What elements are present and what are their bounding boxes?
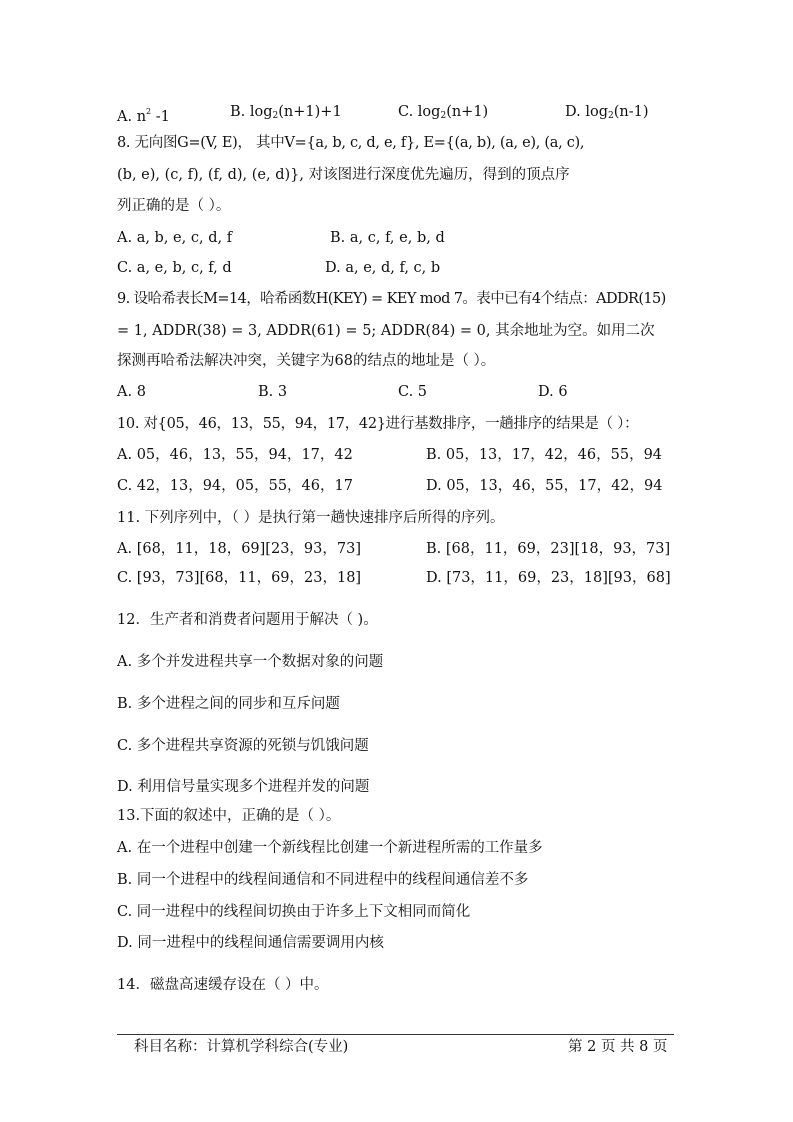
q12-line-1: 12．生产者和消费者问题用于解决（ )。	[117, 612, 378, 628]
q11-option-d: D. [73，11，69，23，18][93，68]	[426, 570, 671, 586]
q13-option-b: B. 同一个进程中的线程间通信和不同进程中的线程间通信差不多	[117, 872, 529, 888]
q13-option-d: D. 同一进程中的线程间通信需要调用内核	[117, 935, 384, 951]
q11-option-b: B. [68，11，69，23][18，93，73]	[426, 541, 671, 557]
q12-option-d: D. 利用信号量实现多个进程并发的问题	[117, 779, 370, 795]
q13-option-a: A. 在一个进程中创建一个新线程比创建一个新进程所需的工作量多	[117, 840, 543, 856]
q10-line-1: 10. 对{05，46，13，55，94，17，42}进行基数排序，一趟排序的结果是（ ）：	[117, 416, 639, 432]
q9-line-3: 探测再哈希法解决冲突，关键字为68的结点的地址是（ ）。	[117, 353, 496, 369]
q14-line-1: 14．磁盘高速缓存设在（ ）中。	[117, 977, 329, 993]
q13-option-c: C. 同一进程中的线程间切换由于许多上下文相同而简化	[117, 904, 471, 920]
q8-line-1: 8. 无向图G=(V, E)， 其中V={a, b, c, d, e, f}, E={(a, b), (a, e), (a, c),	[117, 135, 585, 151]
q11-line-1: 11. 下列序列中，（ ）是执行第一趟快速排序后所得的序列。	[117, 510, 505, 526]
q9-option-a: A. 8	[117, 384, 146, 400]
q8-option-b: B. a, c, f, e, b, d	[330, 230, 445, 246]
q7-option-b: B. $\log_2(n+1)+1$	[230, 104, 342, 121]
q10-option-c: C. 42，13，94，05，55，46，17	[117, 478, 353, 494]
q13-line-1: 13.下面的叙述中，正确的是（ ）。	[117, 808, 341, 824]
q8-option-a: A. a, b, e, c, d, f	[117, 230, 233, 246]
q10-option-b: B. 05，13，17，42，46，55，94	[426, 447, 663, 463]
q8-option-d: D. a, e, d, f, c, b	[325, 260, 441, 276]
q9-line-1: 9. 设哈希表长M=14，哈希函数H(KEY) = KEY mod 7。表中已有4个结点：ADDR(15)	[117, 291, 666, 307]
q11-option-c: C. [93，73][68，11，69，23，18]	[117, 570, 362, 586]
q8-line-3: 列正确的是（ ）。	[117, 198, 231, 214]
q7-option-d: D. $\log_2(n-1)$	[565, 104, 649, 121]
q12-option-b: B. 多个进程之间的同步和互斥问题	[117, 696, 340, 712]
q10-option-d: D. 05，13，46，55，17，42，94	[426, 478, 663, 494]
q11-option-a: A. [68，11，18，69][23，93，73]	[117, 541, 361, 557]
q8-option-c: C. a, e, b, c, f, d	[117, 260, 232, 276]
q7-option-a: A. $n^2$ -1	[117, 107, 170, 125]
q12-option-a: A. 多个并发进程共享一个数据对象的问题	[117, 654, 384, 670]
q9-option-c: C. 5	[398, 384, 428, 400]
footer-divider	[117, 1034, 674, 1035]
q7-option-c: C. $\log_2(n+1)$	[398, 104, 489, 121]
q12-option-c: C. 多个进程共享资源的死锁与饥饿问题	[117, 738, 369, 754]
q9-line-2: = 1, ADDR(38) = 3, ADDR(61) = 5; ADDR(84) = 0, 其余地址为空。如用二次	[117, 323, 655, 339]
q9-option-b: B. 3	[258, 384, 288, 400]
q9-option-d: D. 6	[538, 384, 568, 400]
footer-page-number: 第 2 页 共 8 页	[568, 1039, 668, 1055]
footer-subject: 科目名称：计算机学科综合(专业)	[134, 1039, 349, 1055]
q8-line-2: (b, e), (c, f), (f, d), (e, d)}, 对该图进行深度优先遍历，得到的顶点序	[117, 167, 570, 183]
q10-option-a: A. 05，46，13，55，94，17，42	[117, 447, 353, 463]
